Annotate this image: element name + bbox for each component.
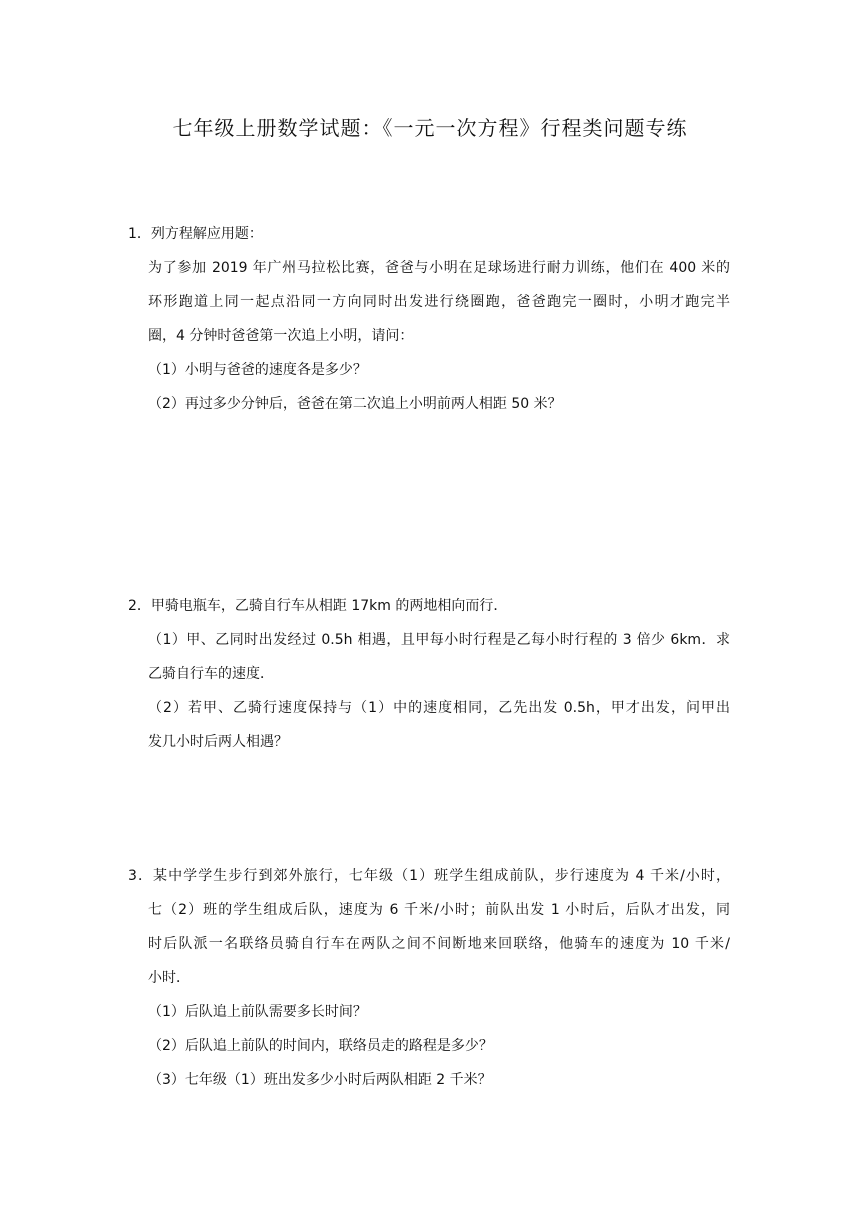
question-1-sub-2: （2）再过多少分钟后，爸爸在第二次追上小明前两人相距 50 米？ [148,396,562,412]
question-1-sub-1: （1）小明与爸爸的速度各是多少？ [148,362,367,378]
question-1-text-line-3: 圈，4 分钟时爸爸第一次追上小明，请问： [148,328,414,344]
question-2-sub-2-line-2: 发几小时后两人相遇？ [148,734,288,750]
question-3-sub-3: （3）七年级（1）班出发多少小时后两队相距 2 千米？ [148,1072,492,1088]
question-3-lead: 3．某中学学生步行到郊外旅行，七年级（1）班学生组成前队，步行速度为 4 千米/小时， [128,868,730,884]
question-3-text-line-1: 七（2）班的学生组成后队，速度为 6 千米/小时；前队出发 1 小时后，后队才出发，同 [148,902,730,918]
question-3-sub-1: （1）后队追上前队需要多长时间？ [148,1004,367,1020]
question-2-sub-1-line-2: 乙骑自行车的速度． [148,666,274,682]
question-1-text-line-2: 环形跑道上同一起点沿同一方向同时出发进行绕圈跑，爸爸跑完一圈时，小明才跑完半 [148,294,730,310]
question-2-sub-1-line-1: （1）甲、乙同时出发经过 0.5h 相遇，且甲每小时行程是乙每小时行程的 3 倍少 6km．求 [148,632,730,648]
page-title: 七年级上册数学试题：《一元一次方程》行程类问题专练 [172,116,688,140]
question-3-sub-2: （2）后队追上前队的时间内，联络员走的路程是多少？ [148,1038,493,1054]
question-3-text-line-3: 小时． [148,970,190,986]
question-2-sub-2-line-1: （2）若甲、乙骑行速度保持与（1）中的速度相同，乙先出发 0.5h，甲才出发，问甲出 [148,700,730,716]
question-1-text-line-1: 为了参加 2019 年广州马拉松比赛，爸爸与小明在足球场进行耐力训练，他们在 400 米的 [148,260,730,276]
question-1-lead: 1．列方程解应用题： [128,226,263,242]
question-2-lead: 2．甲骑电瓶车，乙骑自行车从相距 17km 的两地相向而行． [128,598,508,614]
question-3-text-line-2: 时后队派一名联络员骑自行车在两队之间不间断地来回联络，他骑车的速度为 10 千米/ [148,936,730,952]
